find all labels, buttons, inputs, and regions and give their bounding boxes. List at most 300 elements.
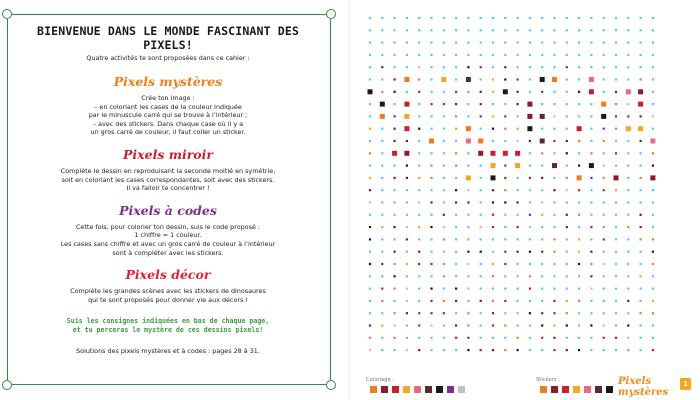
pixel-cell bbox=[578, 337, 580, 339]
pixel-cell bbox=[650, 175, 655, 180]
pixel-cell bbox=[615, 17, 617, 19]
pixel-cell bbox=[369, 103, 371, 105]
pixel-cell bbox=[615, 238, 617, 240]
pixel-cell bbox=[480, 324, 482, 326]
pixel-cell bbox=[566, 78, 568, 80]
pixel-cell bbox=[430, 91, 432, 93]
pixel-cell bbox=[552, 163, 557, 168]
pixel-cell bbox=[553, 91, 555, 93]
pixel-cell bbox=[443, 214, 445, 216]
pixel-cell bbox=[480, 288, 482, 290]
pixel-cell bbox=[369, 226, 371, 228]
pixel-cell bbox=[590, 115, 592, 117]
pixel-cell bbox=[443, 29, 445, 31]
pixel-cell bbox=[517, 300, 519, 302]
pixel-cell bbox=[430, 238, 432, 240]
pixel-cell bbox=[394, 189, 396, 191]
pixel-cell bbox=[381, 312, 383, 314]
pixel-cell bbox=[406, 201, 408, 203]
pixel-cell bbox=[455, 349, 457, 351]
pixel-cell bbox=[369, 54, 371, 56]
pixel-cell bbox=[590, 29, 592, 31]
pixel-cell bbox=[529, 312, 531, 314]
pixel-cell bbox=[578, 165, 580, 167]
pixel-cell bbox=[504, 300, 506, 302]
pixel-cell bbox=[406, 324, 408, 326]
pixel-cell bbox=[578, 324, 580, 326]
pixel-cell bbox=[429, 139, 434, 144]
pixel-cell bbox=[652, 275, 654, 277]
pixel-cell bbox=[455, 288, 457, 290]
pixel-cell bbox=[492, 54, 494, 56]
pixel-cell bbox=[603, 165, 605, 167]
pixel-cell bbox=[406, 165, 408, 167]
pixel-cell bbox=[578, 349, 580, 351]
pixel-cell bbox=[430, 29, 432, 31]
pixel-cell bbox=[430, 324, 432, 326]
pixel-cell bbox=[381, 337, 383, 339]
pixel-cell bbox=[504, 66, 506, 68]
pixel-cell bbox=[492, 349, 494, 351]
pixel-cell bbox=[430, 152, 432, 154]
pixel-cell bbox=[492, 66, 494, 68]
pixel-cell bbox=[406, 275, 408, 277]
pixel-cell bbox=[566, 201, 568, 203]
pixel-cell bbox=[418, 17, 420, 19]
pixel-cell bbox=[406, 91, 408, 93]
pixel-cell bbox=[381, 66, 383, 68]
pixel-cell bbox=[443, 324, 445, 326]
green-note-line: Suis les consignes indiquées en bas de chaque page, bbox=[66, 317, 270, 326]
pixel-cell bbox=[406, 214, 408, 216]
pixel-cell bbox=[577, 175, 582, 180]
pixel-cell bbox=[603, 177, 605, 179]
pixel-cell bbox=[566, 349, 568, 351]
pixel-cell bbox=[527, 102, 532, 107]
pixel-cell bbox=[492, 226, 494, 228]
pixel-cell bbox=[394, 251, 396, 253]
footer-title: Pixels mystères bbox=[618, 376, 669, 398]
pixel-cell bbox=[529, 214, 531, 216]
pixel-cell bbox=[540, 114, 545, 119]
pixel-cell bbox=[578, 115, 580, 117]
pixel-cell bbox=[640, 337, 642, 339]
pixel-cell bbox=[404, 151, 409, 156]
pixel-cell bbox=[640, 66, 642, 68]
pixel-cell bbox=[467, 288, 469, 290]
pixel-cell bbox=[615, 78, 617, 80]
palette-swatch bbox=[606, 386, 613, 393]
pixel-cell bbox=[480, 17, 482, 19]
pixel-cell bbox=[590, 349, 592, 351]
pixel-cell bbox=[430, 214, 432, 216]
pixel-cell bbox=[443, 300, 445, 302]
pixel-cell bbox=[504, 128, 506, 130]
pixel-cell bbox=[553, 349, 555, 351]
pixel-cell bbox=[529, 251, 531, 253]
palette-swatch bbox=[425, 386, 432, 393]
pixel-cell bbox=[418, 214, 420, 216]
pixel-cell bbox=[615, 29, 617, 31]
pixel-cell bbox=[615, 288, 617, 290]
pixel-cell bbox=[615, 300, 617, 302]
pixel-cell bbox=[590, 337, 592, 339]
pixel-cell bbox=[589, 89, 594, 94]
pixel-cell bbox=[529, 300, 531, 302]
pixel-cell bbox=[603, 238, 605, 240]
pixel-cell bbox=[394, 17, 396, 19]
pixel-cell bbox=[381, 189, 383, 191]
pixel-cell bbox=[430, 337, 432, 339]
pixel-cell bbox=[369, 275, 371, 277]
pixel-cell bbox=[517, 42, 519, 44]
pixel-cell bbox=[603, 189, 605, 191]
pixel-cell bbox=[541, 349, 543, 351]
pixel-cell bbox=[529, 17, 531, 19]
pixel-cell bbox=[406, 238, 408, 240]
pixel-cell bbox=[492, 312, 494, 314]
pixel-cell bbox=[380, 102, 385, 107]
pixel-cell bbox=[369, 189, 371, 191]
pixel-cell bbox=[430, 177, 432, 179]
frame-corner bbox=[326, 380, 336, 390]
pixel-cell bbox=[566, 103, 568, 105]
pixel-cell bbox=[553, 29, 555, 31]
pixel-cell bbox=[590, 288, 592, 290]
pixel-cell bbox=[455, 17, 457, 19]
pixel-cell bbox=[504, 177, 506, 179]
pixel-cell bbox=[455, 165, 457, 167]
pixel-cell bbox=[578, 263, 580, 265]
pixel-cell bbox=[406, 66, 408, 68]
pixel-cell bbox=[418, 275, 420, 277]
pixel-cell bbox=[652, 324, 654, 326]
pixel-cell bbox=[467, 251, 469, 253]
pixel-cell bbox=[492, 115, 494, 117]
pixel-cell bbox=[441, 77, 446, 82]
pixel-cell bbox=[640, 349, 642, 351]
pixel-cell bbox=[406, 226, 408, 228]
pixel-cell bbox=[418, 189, 420, 191]
pixel-cell bbox=[369, 300, 371, 302]
pixel-cell bbox=[455, 300, 457, 302]
pixel-cell bbox=[406, 177, 408, 179]
palette-swatch bbox=[381, 386, 388, 393]
pixel-cell bbox=[504, 263, 506, 265]
pixel-cell bbox=[369, 324, 371, 326]
pixel-cell bbox=[418, 29, 420, 31]
pixel-cell bbox=[455, 226, 457, 228]
pixel-cell bbox=[590, 201, 592, 203]
pixel-cell bbox=[590, 300, 592, 302]
pixel-cell bbox=[381, 91, 383, 93]
pixel-cell bbox=[638, 126, 643, 131]
pixel-cell bbox=[541, 300, 543, 302]
pixel-cell bbox=[369, 128, 371, 130]
pixel-cell bbox=[443, 337, 445, 339]
pixel-cell bbox=[369, 66, 371, 68]
pixel-cell bbox=[480, 91, 482, 93]
pixel-cell bbox=[615, 128, 617, 130]
pixel-cell bbox=[492, 140, 494, 142]
pixel-cell bbox=[369, 42, 371, 44]
pixel-cell bbox=[578, 66, 580, 68]
pixel-cell bbox=[492, 128, 494, 130]
pixel-cell bbox=[627, 251, 629, 253]
pixel-cell bbox=[394, 115, 396, 117]
pixel-cell bbox=[517, 189, 519, 191]
pixel-cell bbox=[590, 263, 592, 265]
pixel-cell bbox=[455, 42, 457, 44]
pixel-cell bbox=[443, 17, 445, 19]
pixel-cell bbox=[369, 337, 371, 339]
pixel-cell bbox=[578, 214, 580, 216]
pixel-cell bbox=[640, 238, 642, 240]
pixel-cell bbox=[541, 91, 543, 93]
pixel-cell bbox=[541, 226, 543, 228]
intro-content bbox=[14, 24, 322, 356]
pixel-cell bbox=[381, 152, 383, 154]
pixel-cell bbox=[627, 66, 629, 68]
pixel-cell bbox=[578, 275, 580, 277]
pixel-cell bbox=[627, 78, 629, 80]
pixel-cell bbox=[480, 78, 482, 80]
pixel-cell bbox=[394, 349, 396, 351]
pixel-cell bbox=[517, 201, 519, 203]
pixel-cell bbox=[640, 189, 642, 191]
pixel-cell bbox=[404, 77, 409, 82]
pixel-cell bbox=[652, 214, 654, 216]
pixel-cell bbox=[394, 165, 396, 167]
pixel-cell bbox=[578, 251, 580, 253]
pixel-cell bbox=[492, 288, 494, 290]
pixel-cell bbox=[381, 177, 383, 179]
pixel-cell bbox=[553, 177, 555, 179]
pixel-cell bbox=[578, 238, 580, 240]
solutions-text: Solutions des pixels mystères et à codes : pages 28 à 31. bbox=[76, 347, 260, 356]
pixel-cell bbox=[492, 238, 494, 240]
pixel-cell bbox=[652, 189, 654, 191]
pixel-cell bbox=[406, 140, 408, 142]
pixel-cell bbox=[430, 17, 432, 19]
pixel-cell bbox=[627, 288, 629, 290]
pixel-cell bbox=[603, 54, 605, 56]
pixel-cell bbox=[467, 42, 469, 44]
pixel-cell bbox=[394, 103, 396, 105]
pixel-cell bbox=[541, 54, 543, 56]
pixel-cell bbox=[480, 251, 482, 253]
pixel-cell bbox=[381, 165, 383, 167]
pixel-cell bbox=[443, 189, 445, 191]
pixel-cell bbox=[443, 177, 445, 179]
pixel-cell bbox=[369, 140, 371, 142]
pixel-cell bbox=[652, 91, 654, 93]
pixel-cell bbox=[467, 165, 469, 167]
pixel-cell bbox=[529, 189, 531, 191]
pixel-cell bbox=[652, 300, 654, 302]
pixel-cell bbox=[443, 42, 445, 44]
pixel-cell bbox=[517, 288, 519, 290]
pixel-cell bbox=[381, 140, 383, 142]
pixel-cell bbox=[578, 17, 580, 19]
pixel-cell bbox=[640, 288, 642, 290]
pixel-cell bbox=[627, 214, 629, 216]
pixel-cell bbox=[590, 54, 592, 56]
pixel-cell bbox=[480, 42, 482, 44]
pixel-cell bbox=[615, 54, 617, 56]
pixel-cell bbox=[455, 251, 457, 253]
section-line: un gros carré de couleur, il faut coller un sticker. bbox=[90, 128, 246, 137]
page-number: 1 bbox=[680, 378, 691, 390]
pixel-cell bbox=[590, 17, 592, 19]
pixel-cell bbox=[615, 263, 617, 265]
pixel-cell bbox=[443, 140, 445, 142]
pixel-cell bbox=[652, 17, 654, 19]
frame-corner bbox=[2, 9, 12, 19]
pixel-cell bbox=[369, 177, 371, 179]
pixel-cell bbox=[418, 312, 420, 314]
pixel-cell bbox=[529, 177, 531, 179]
pixel-cell bbox=[627, 312, 629, 314]
pixel-cell bbox=[394, 275, 396, 277]
pixel-cell bbox=[369, 312, 371, 314]
pixel-cell bbox=[492, 251, 494, 253]
pixel-cell bbox=[381, 275, 383, 277]
pixel-cell bbox=[640, 300, 642, 302]
pixel-cell bbox=[418, 140, 420, 142]
pixel-cell bbox=[541, 238, 543, 240]
pixel-cell bbox=[369, 238, 371, 240]
pixel-cell bbox=[430, 78, 432, 80]
pixel-cell bbox=[430, 275, 432, 277]
pixel-cell bbox=[566, 288, 568, 290]
pixel-cell bbox=[517, 251, 519, 253]
pixel-cell bbox=[381, 42, 383, 44]
pixel-cell bbox=[590, 312, 592, 314]
pixel-cell bbox=[480, 300, 482, 302]
pixel-cell bbox=[368, 89, 373, 94]
pixel-cell bbox=[517, 91, 519, 93]
pixel-cell bbox=[566, 17, 568, 19]
pixel-cell bbox=[638, 102, 643, 107]
pixel-cell bbox=[504, 42, 506, 44]
pixel-cell bbox=[652, 263, 654, 265]
pixel-cell bbox=[443, 263, 445, 265]
pixel-cell bbox=[590, 177, 592, 179]
pixel-cell bbox=[615, 337, 617, 339]
pixel-cell bbox=[418, 238, 420, 240]
pixel-cell bbox=[394, 324, 396, 326]
pixel-cell bbox=[467, 66, 469, 68]
pixel-cell bbox=[566, 251, 568, 253]
pixel-cell bbox=[638, 89, 643, 94]
pixel-cell bbox=[577, 126, 582, 131]
pixel-cell bbox=[566, 238, 568, 240]
pixel-cell bbox=[430, 349, 432, 351]
pixel-cell bbox=[504, 288, 506, 290]
pixel-cell bbox=[504, 201, 506, 203]
pixel-cell bbox=[467, 337, 469, 339]
pixel-cell bbox=[578, 201, 580, 203]
pixel-cell bbox=[467, 91, 469, 93]
pixel-cell bbox=[517, 312, 519, 314]
pixel-cell bbox=[369, 165, 371, 167]
pixel-cell bbox=[566, 324, 568, 326]
palette-swatch bbox=[414, 386, 421, 393]
pixel-cell bbox=[443, 91, 445, 93]
pixel-cell bbox=[467, 312, 469, 314]
pixel-cell bbox=[615, 214, 617, 216]
pixel-cell bbox=[480, 226, 482, 228]
pixel-cell bbox=[394, 54, 396, 56]
palette-swatch bbox=[595, 386, 602, 393]
pixel-cell bbox=[466, 126, 471, 131]
pixel-cell bbox=[527, 126, 532, 131]
pixel-cell bbox=[418, 263, 420, 265]
pixel-cell bbox=[529, 54, 531, 56]
pixel-cell bbox=[480, 238, 482, 240]
pixel-cell bbox=[652, 54, 654, 56]
pixel-cell bbox=[614, 175, 619, 180]
pixel-cell bbox=[553, 324, 555, 326]
pixel-cell bbox=[504, 115, 506, 117]
pixel-cell bbox=[418, 115, 420, 117]
pixel-cell bbox=[652, 103, 654, 105]
pixel-cell bbox=[553, 214, 555, 216]
pixel-cell bbox=[455, 128, 457, 130]
pixel-cell bbox=[603, 91, 605, 93]
pixel-cell bbox=[492, 91, 494, 93]
pixel-cell bbox=[541, 288, 543, 290]
pixel-cell bbox=[430, 300, 432, 302]
pixel-cell bbox=[466, 175, 471, 180]
pixel-cell bbox=[394, 263, 396, 265]
pixel-cell bbox=[394, 42, 396, 44]
pixel-cell bbox=[652, 349, 654, 351]
pixel-cell bbox=[492, 324, 494, 326]
pixel-cell bbox=[566, 165, 568, 167]
pixel-cell bbox=[652, 226, 654, 228]
pixel-cell bbox=[553, 337, 555, 339]
pixel-cell bbox=[480, 312, 482, 314]
pixel-cell bbox=[455, 337, 457, 339]
pixel-cell bbox=[504, 17, 506, 19]
pixel-cell bbox=[394, 29, 396, 31]
pixel-cell bbox=[418, 177, 420, 179]
pixel-cell bbox=[517, 103, 519, 105]
section-line: Il va falloir te concentrer ! bbox=[126, 184, 210, 193]
frame-corner bbox=[2, 380, 12, 390]
pixel-cell bbox=[517, 275, 519, 277]
pixel-cell bbox=[541, 103, 543, 105]
pixel-cell bbox=[369, 214, 371, 216]
pixel-cell bbox=[553, 54, 555, 56]
pixel-cell bbox=[380, 114, 385, 119]
pixel-cell bbox=[529, 29, 531, 31]
pixel-cell bbox=[430, 128, 432, 130]
pixel-cell bbox=[455, 103, 457, 105]
pixel-cell bbox=[455, 312, 457, 314]
pixel-cell bbox=[652, 312, 654, 314]
pixel-cell bbox=[504, 251, 506, 253]
pixel-cell bbox=[480, 165, 482, 167]
pixel-cell bbox=[553, 115, 555, 117]
pixel-cell bbox=[615, 115, 617, 117]
pixel-cell bbox=[467, 324, 469, 326]
section-line: soit en coloriant les cases correspondantes, soit avec des stickers. bbox=[61, 175, 275, 184]
pixel-cell bbox=[553, 275, 555, 277]
pixel-cell bbox=[590, 189, 592, 191]
